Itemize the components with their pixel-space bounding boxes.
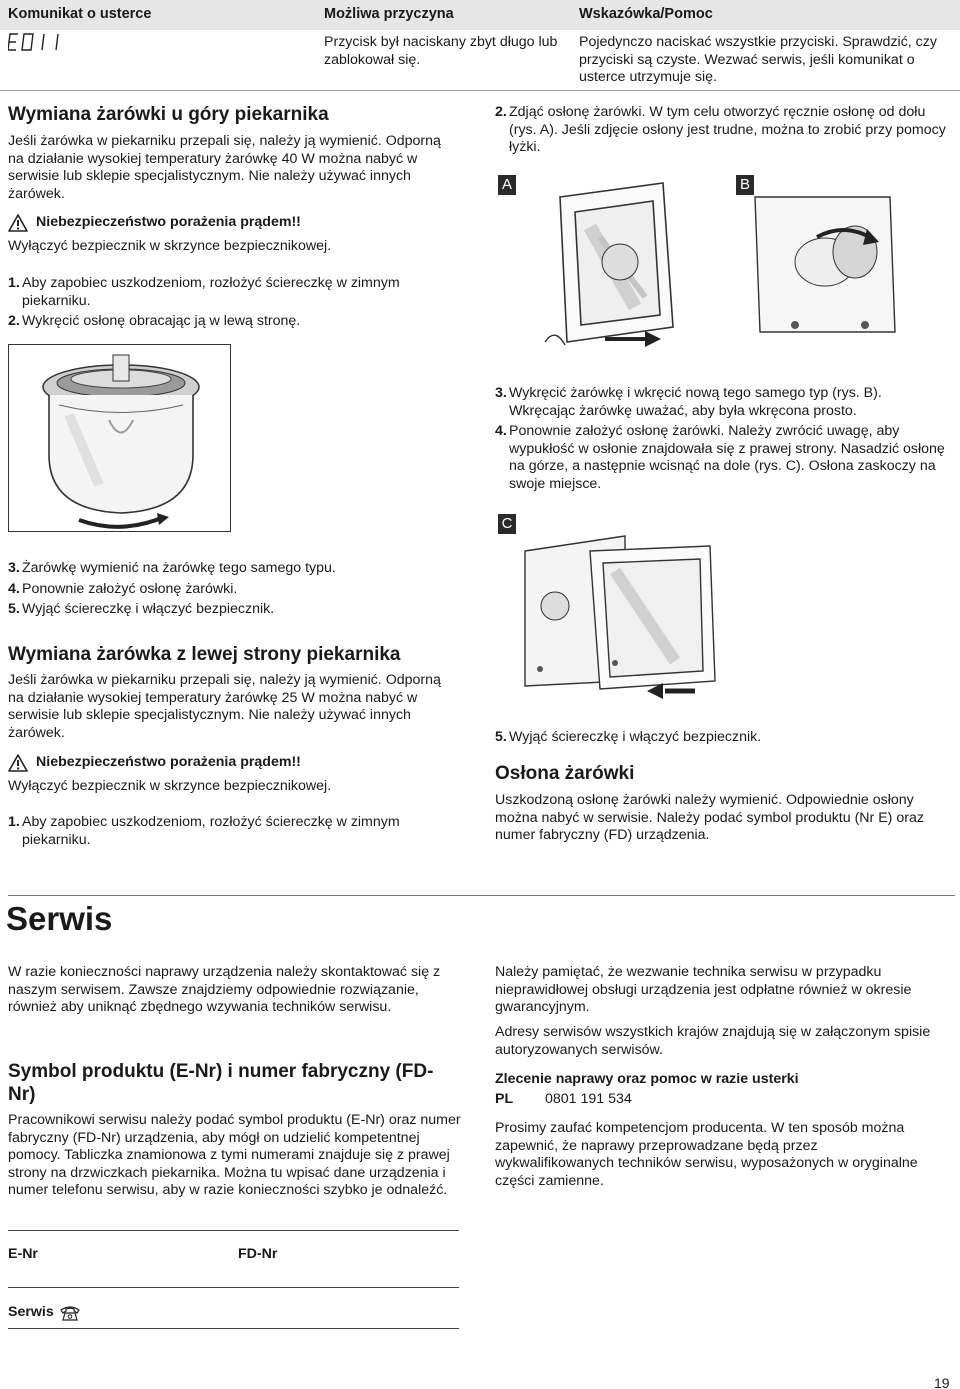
service-right-p3: Prosimy zaufać kompetencjom producenta. W ten sposób można zapewnić, że naprawy przeprowadzane będą przez wykwalifikowanych techników serwisu, wyposażonych w oryginalne części zamienne. [495,1120,918,1189]
order-title: Zlecenie naprawy oraz pomoc w razie usterki [495,1071,799,1087]
symbol-title: Symbol produktu (E-Nr) i numer fabryczny (FD-Nr) [8,1061,434,1105]
nameplate-mid-rule [8,1287,459,1288]
serwis-row [8,1304,80,1322]
left-lamp-steps-34 [495,385,950,494]
top-lamp-title: Wymiana żarówki u góry piekarnika [8,104,329,125]
cover-title: Osłona żarówki [495,763,635,784]
cover-text: Uszkodzoną osłonę żarówki należy wymienić. Odpowiednie osłony można nabyć w serwisie. Należy podać symbol produktu (Nr E) oraz numer fabryczny (FD) urządzenia. [495,792,924,844]
country-code: PL [495,1091,514,1107]
top-lamp-steps-b [8,560,468,619]
service-right-p2: Adresy serwisów wszystkich krajów znajdują się w załączonym spisie autoryzowanych serwisów. [495,1024,931,1058]
phone-number: 0801 191 534 [545,1091,632,1107]
list-item: 3. Żarówkę wymienić na żarówkę tego samego typu. [8,560,336,576]
figure-b-label: B [736,175,754,195]
fault-help: Pojedynczo naciskać wszystkie przyciski. Sprawdzić, czy przyciski są czyste. Wezwać serwis, jeśli komunikat o usterce utrzymuje się. [579,34,937,86]
list-item: 1. Aby zapobiec uszkodzeniom, rozłożyć ściereczkę w zimnym piekarniku. [8,275,400,309]
cover-refit-illustration [495,511,720,711]
serwis-label: Serwis [8,1304,54,1320]
list-item: 1. Aby zapobiec uszkodzeniom, rozłożyć ściereczkę w zimnym piekarniku. [8,814,400,848]
round-bulb-cover-illustration [9,345,231,532]
nameplate-top-rule [8,1230,459,1231]
figure-c-label: C [498,514,516,534]
left-lamp-warning-label: Niebezpieczeństwo porażenia prądem!! [36,754,301,771]
figure-c [495,511,720,711]
telephone-icon [60,1305,80,1321]
page-number: 19 [934,1375,950,1389]
table-header-fault: Komunikat o usterce [8,6,152,22]
top-lamp-warning [8,214,301,232]
table-header-cause: Możliwa przyczyna [324,6,454,22]
table-header-help: Wskazówka/Pomoc [579,6,713,22]
table-bottom-rule [0,90,960,91]
top-lamp-intro: Jeśli żarówka w piekarniku przepali się, należy ją wymienić. Odporną na działanie wysokiej temperatury żarówkę 40 W można nabyć w serwisie lub sklepie specjalistycznym. Nie należy używać innych żarówek. [8,133,441,202]
fdnr-label: FD-Nr [238,1246,278,1262]
list-item: 5. Wyjąć ściereczkę i włączyć bezpiecznik. [8,601,275,618]
list-item: 4. Ponownie założyć osłonę żarówki. [8,580,238,597]
symbol-text: Pracownikowi serwisu należy podać symbol produktu (E-Nr) oraz numer fabryczny (FD-Nr) urządzenia, aby mógł on udzielić kompetentnej pomocy. Tabliczka znamionowa z tymi numerami znajduje się z prawej strony na drzwiczkach piekarnika. Można tu wpisać dane urządzenia i numer telefonu serwisu, aby w razie konieczności szybko je odnaleźć. [8,1112,461,1199]
cover-removal-illustration [495,167,957,375]
left-lamp-warning-text: Wyłączyć bezpiecznik w skrzynce bezpiecznikowej. [8,778,332,794]
bulb-cover-figure [8,344,231,532]
figure-ab [495,167,957,375]
service-right-p1: Należy pamiętać, że wezwanie technika serwisu w przypadku nieprawidłowej obsługi urządzenia jest odpłatne również w okresie gwarancyjnym. [495,964,912,1016]
left-lamp-warning [8,754,301,772]
service-title: Serwis [6,900,113,937]
warning-triangle-icon [8,754,28,772]
enr-label: E-Nr [8,1246,38,1262]
figure-a-label: A [498,175,516,195]
left-lamp-intro: Jeśli żarówka w piekarniku przepali się, należy ją wymienić. Odporną na działanie wysokiej temperatury żarówkę 25 W można nabyć w serwisie lub sklepie specjalistycznym. Nie należy używać innych żarówek. [8,672,441,741]
list-item: 3. Wykręcić żarówkę i wkręcić nową tego samego typ (rys. B). Wkręcając żarówkę uważać, aby była wkręcona prosto. [495,385,882,419]
list-item: 2. Wykręcić osłonę obracając ją w lewą stronę. [8,313,301,330]
top-lamp-warning-text: Wyłączyć bezpiecznik w skrzynce bezpiecznikowej. [8,238,332,254]
fault-code [8,33,70,57]
warning-triangle-icon [8,214,28,232]
service-top-rule [8,895,955,896]
list-item: 5. Wyjąć ściereczkę i włączyć bezpiecznik. [495,729,762,745]
top-lamp-steps-a [8,275,468,331]
seven-segment-code-icon [8,33,70,51]
list-item: 4. Ponownie założyć osłonę żarówki. Należy zwrócić uwagę, aby wypukłość w osłonie znajdowała się z prawej strony. Nasadzić osłonę na górze, a następnie wcisnąć na dole (rys. C). Osłona zaskoczy na swoje miejsce. [495,423,945,492]
phone-row [495,1091,632,1109]
list-item: 2. Zdjąć osłonę żarówki. W tym celu otworzyć ręcznie osłonę od dołu (rys. A). Jeśli zdjęcie osłony jest trudne, można to zrobić przy pomocy łyżki. [495,104,946,156]
left-lamp-title: Wymiana żarówka z lewej strony piekarnika [8,644,401,665]
fault-cause: Przycisk był naciskany zbyt długo lub zablokował się. [324,34,558,68]
top-lamp-warning-label: Niebezpieczeństwo porażenia prądem!! [36,214,301,231]
nameplate-bottom-rule [8,1328,459,1329]
service-intro: W razie konieczności naprawy urządzenia należy skontaktować się z naszym serwisem. Zawsze znajdziemy odpowiednie rozwiązanie, również aby uniknąć zbędnego wzywania techników serwisu. [8,964,441,1016]
